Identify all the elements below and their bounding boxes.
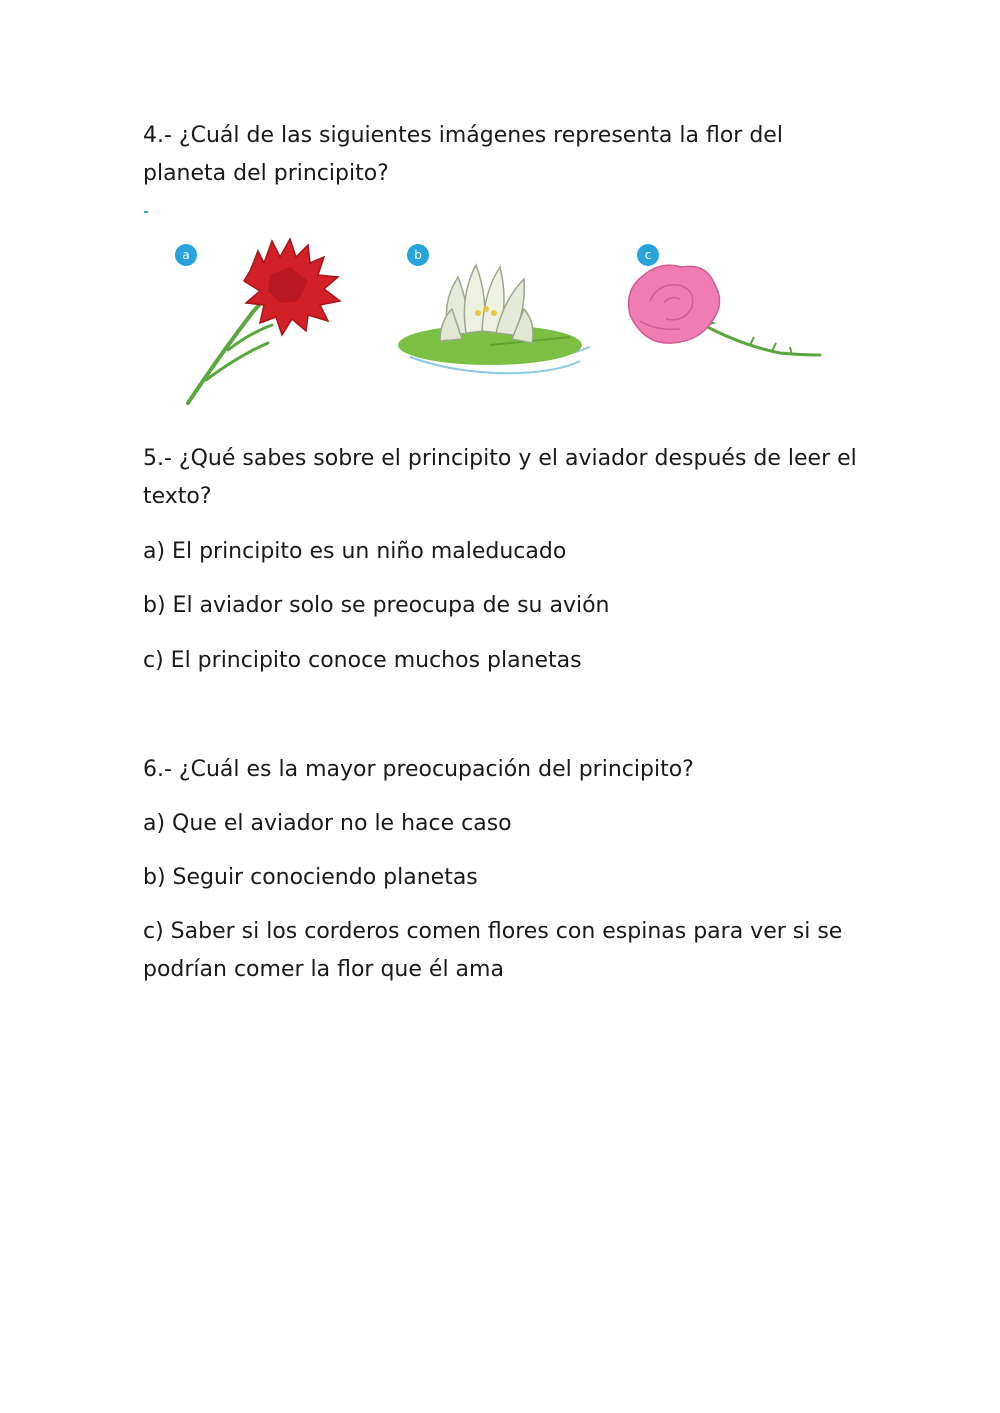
question-4 bbox=[143, 117, 783, 193]
option-a-badge-icon bbox=[175, 244, 197, 266]
red-carnation-icon bbox=[188, 239, 340, 403]
question-5-option-b[interactable]: b) El aviador solo se preocupa de su avión bbox=[143, 593, 610, 618]
question-5-text-line-2: texto? bbox=[143, 484, 212, 509]
question-6-option-b[interactable]: b) Seguir conociendo planetas bbox=[143, 865, 478, 890]
question-6-option-c-line-2: podrían comer la flor que él ama bbox=[143, 957, 504, 982]
option-b[interactable] bbox=[398, 244, 590, 373]
option-c[interactable] bbox=[629, 244, 820, 355]
question-6-option-a[interactable]: a) Que el aviador no le hace caso bbox=[143, 811, 512, 836]
question-6-text: 6.- ¿Cuál es la mayor preocupación del principito? bbox=[143, 757, 694, 782]
question-5 bbox=[143, 440, 857, 516]
svg-text:a: a bbox=[182, 248, 190, 262]
option-b-badge-icon bbox=[407, 244, 429, 266]
question-4-text-line-1: 4.- ¿Cuál de las siguientes imágenes representa la flor del bbox=[143, 123, 783, 148]
flower-options-figure bbox=[140, 205, 840, 415]
question-5-option-a[interactable]: a) El principito es un niño maleducado bbox=[143, 539, 567, 564]
svg-text:b: b bbox=[414, 248, 422, 262]
question-6-option-c[interactable] bbox=[143, 913, 842, 989]
pink-rose-icon bbox=[629, 265, 820, 355]
question-5-option-c[interactable]: c) El principito conoce muchos planetas bbox=[143, 648, 582, 673]
water-lily-icon bbox=[398, 265, 590, 373]
question-6-option-c-line-1: c) Saber si los corderos comen flores con espinas para ver si se bbox=[143, 919, 843, 944]
option-c-badge-icon bbox=[637, 244, 659, 266]
question-5-text-line-1: 5.- ¿Qué sabes sobre el principito y el aviador después de leer el bbox=[143, 446, 857, 471]
option-a[interactable] bbox=[175, 239, 340, 403]
svg-text:c: c bbox=[644, 248, 652, 262]
question-4-text-line-2: planeta del principito? bbox=[143, 161, 389, 186]
